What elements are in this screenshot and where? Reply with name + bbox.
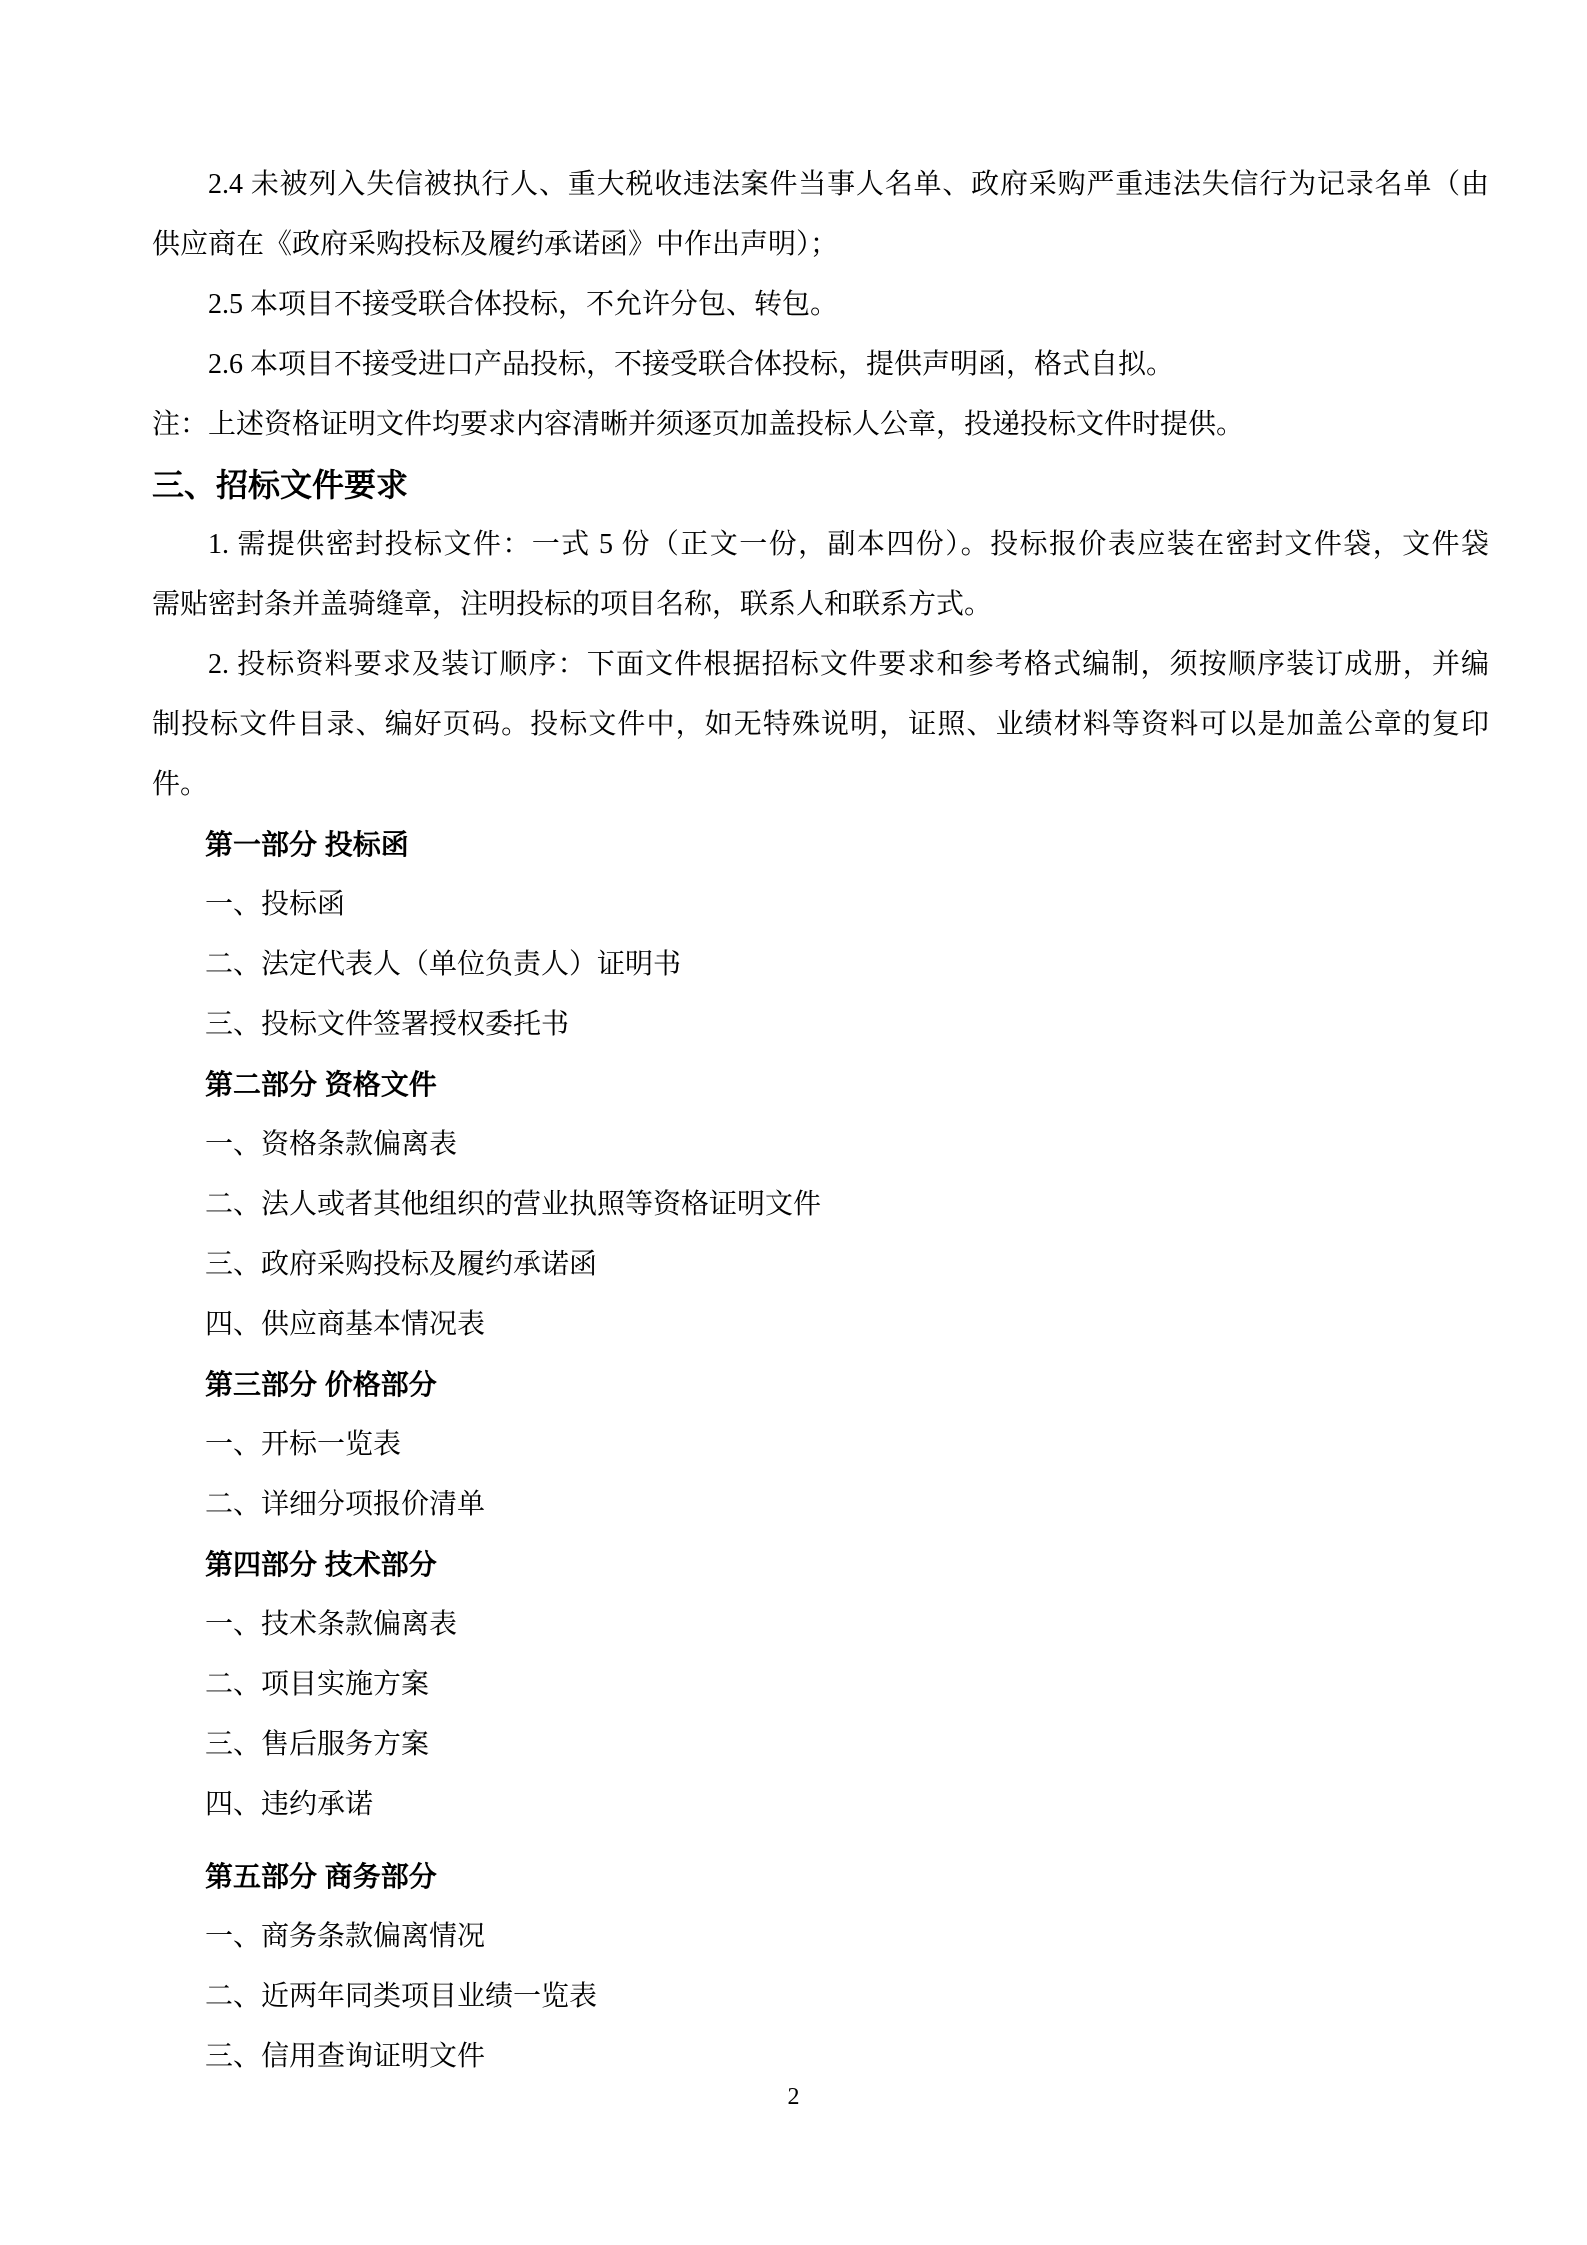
page-number: 2 [787,2084,800,2110]
requirement-1-line-1: 1. 需提供密封投标文件：一式 5 份（正文一份，副本四份）。投标报价表应装在密封文件袋，文件袋 [208,529,1489,560]
part-5-commercial-section [205,1847,1489,2087]
list-item: 二、法定代表人（单位负责人）证明书 [205,949,682,980]
list-item: 二、项目实施方案 [205,1669,430,1700]
paragraph-clause-2-4 [152,155,1489,275]
part-3-price-section [205,1355,1489,1535]
paragraph-requirement-1 [152,515,1489,635]
list-item: 三、信用查询证明文件 [205,2041,486,2072]
list-item: 一、商务条款偏离情况 [205,1921,486,1952]
clause-2-4-line-2: 供应商在《政府采购投标及履约承诺函》中作出声明）； [152,229,839,260]
part-title: 第四部分 技术部分 [205,1549,437,1580]
paragraph-note: 注：上述资格证明文件均要求内容清晰并须逐页加盖投标人公章，投递投标文件时提供。 [152,409,1245,440]
requirement-1-line-2: 需贴密封条并盖骑缝章，注明投标的项目名称，联系人和联系方式。 [152,589,993,620]
list-item: 三、政府采购投标及履约承诺函 [205,1249,598,1280]
clause-2-4-line-1: 2.4 未被列入失信被执行人、重大税收违法案件当事人名单、政府采购严重违法失信行为记录名单（由 [208,169,1489,200]
list-item: 一、开标一览表 [205,1429,402,1460]
list-item: 四、违约承诺 [205,1789,374,1820]
requirement-2-line-2: 制投标文件目录、编好页码。投标文件中，如无特殊说明，证照、业绩材料等资料可以是加盖公章的复印 [152,709,1489,740]
part-1-bid-letter [205,815,1489,1055]
list-item: 二、法人或者其他组织的营业执照等资格证明文件 [205,1189,822,1220]
part-title: 第三部分 价格部分 [205,1369,437,1400]
part-4-technical-section [205,1535,1489,1835]
section-heading-tender-document-requirements: 三、招标文件要求 [152,467,409,503]
list-item: 四、供应商基本情况表 [205,1309,486,1340]
bid-document-parts-list [152,815,1489,2087]
part-title: 第一部分 投标函 [205,829,409,860]
list-item: 二、近两年同类项目业绩一览表 [205,1981,598,2012]
part-title: 第二部分 资格文件 [205,1069,437,1100]
part-2-qualification-documents [205,1055,1489,1355]
list-item: 二、详细分项报价清单 [205,1489,486,1520]
requirement-2-line-1: 2. 投标资料要求及装订顺序：下面文件根据招标文件要求和参考格式编制，须按顺序装订成册，并编 [208,649,1489,680]
requirement-2-line-3: 件。 [152,769,209,800]
list-item: 一、资格条款偏离表 [205,1129,458,1160]
list-item: 三、售后服务方案 [205,1729,430,1760]
list-item: 三、投标文件签署授权委托书 [205,1009,570,1040]
part-title: 第五部分 商务部分 [205,1861,437,1892]
page-content [152,155,1489,2087]
list-item: 一、技术条款偏离表 [205,1609,458,1640]
list-item: 一、投标函 [205,889,346,920]
paragraph-clause-2-5: 2.5 本项目不接受联合体投标，不允许分包、转包。 [208,289,839,320]
paragraph-clause-2-6: 2.6 本项目不接受进口产品投标，不接受联合体投标，提供声明函，格式自拟。 [208,349,1175,380]
paragraph-requirement-2 [152,635,1489,815]
